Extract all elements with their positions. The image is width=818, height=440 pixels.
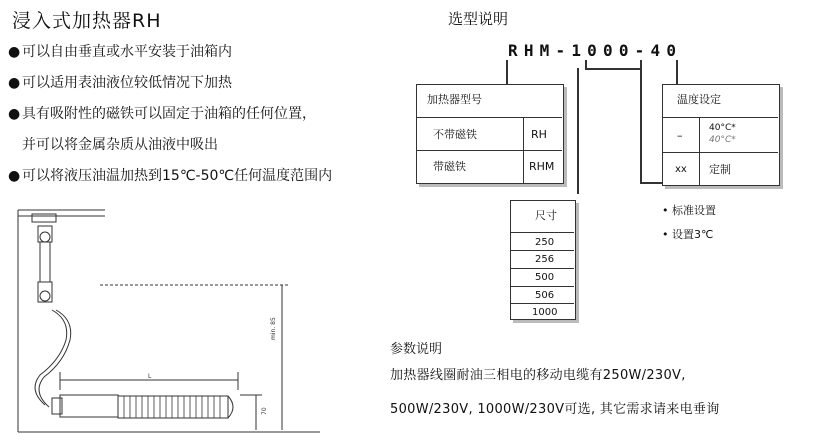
size-value: 500: [535, 271, 555, 283]
bullet-icon: ●: [8, 75, 21, 91]
list-item: ● 可以将液压油温加热到15℃-50℃任何温度范围内: [8, 168, 333, 184]
size-table-header: 尺寸: [535, 209, 557, 222]
divider: [511, 286, 574, 287]
params-line: 加热器线圈耐油三相电的移动电缆有250W/230V,: [390, 368, 686, 383]
selection-title: 选型说明: [448, 10, 509, 28]
list-item-continuation: 并可以将金属杂质从油液中吸出: [22, 137, 218, 153]
dim-70-label: 70: [261, 407, 268, 415]
list-item: ● 可以适用表油液位较低情况下加热: [8, 75, 232, 91]
size-table: [510, 200, 576, 320]
size-value: 256: [535, 253, 555, 265]
params-line: 500W/230V, 1000W/230V可选, 其它需求请来电垂询: [390, 402, 720, 417]
temperature-code: –: [677, 128, 683, 142]
list-item: ● 具有吸附性的磁铁可以固定于油箱的任何位置，: [8, 106, 316, 122]
feature-list: [8, 44, 388, 199]
size-value: 1000: [532, 306, 558, 318]
type-table-header: 加热器型号: [427, 93, 482, 106]
model-code: RHM-1000-40: [508, 41, 683, 60]
divider: [511, 250, 574, 251]
note-setting: • 设置3℃: [662, 228, 714, 241]
page-title: 浸入式加热器RH: [12, 10, 162, 32]
size-value: 506: [535, 289, 555, 301]
type-row-code: RHM: [529, 159, 555, 173]
divider: [417, 117, 562, 118]
type-table: [416, 84, 564, 184]
note-standard: • 标准设置: [662, 204, 716, 217]
connector-line: [577, 68, 579, 194]
temperature-value: 40°C*: [709, 123, 736, 133]
type-row-label: 带磁铁: [433, 160, 466, 173]
connector-line: [676, 60, 678, 84]
type-row-label: 不带磁铁: [433, 128, 477, 141]
temperature-table-header: 温度设定: [677, 93, 721, 106]
temperature-table: [662, 84, 780, 186]
size-value: 250: [535, 236, 555, 248]
temperature-value: 定制: [709, 163, 731, 176]
dim-length-label: L: [148, 373, 152, 380]
divider: [511, 232, 574, 233]
temperature-value-alt: 40°C*: [709, 135, 736, 145]
connector-line: [640, 68, 642, 184]
dim-height-label: min. 85: [270, 317, 277, 340]
divider: [663, 117, 778, 118]
bullet-icon: ●: [8, 44, 21, 60]
params-title: 参数说明: [390, 342, 443, 357]
list-item: ● 可以自由垂直或水平安装于油箱内: [8, 44, 232, 60]
heater-installation-drawing: [0, 190, 380, 440]
temperature-code: xx: [675, 163, 687, 175]
bullet-icon: ●: [8, 168, 21, 184]
divider: [699, 117, 700, 185]
type-row-code: RH: [531, 127, 547, 141]
bullet-icon: ●: [8, 106, 21, 122]
connector-line: [585, 68, 641, 70]
divider: [511, 268, 574, 269]
connector-line: [640, 182, 662, 184]
divider: [417, 150, 562, 151]
divider: [663, 152, 778, 153]
divider: [511, 303, 574, 304]
connector-line: [506, 60, 508, 84]
